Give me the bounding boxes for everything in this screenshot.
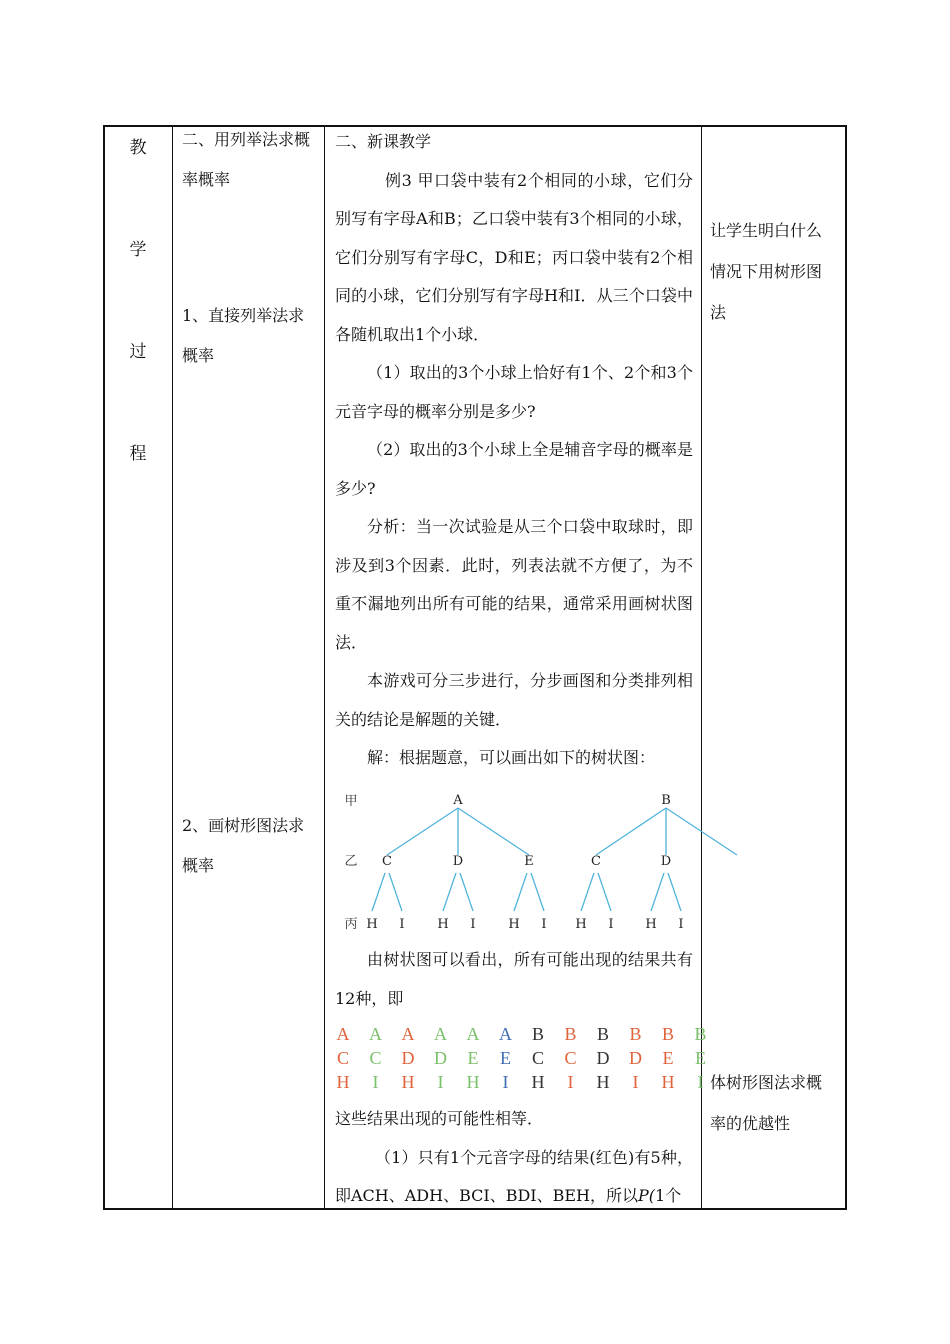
tree-leaf: I <box>608 917 614 932</box>
outcome-letter: C <box>336 1048 349 1068</box>
outcome-letter: C <box>531 1048 544 1068</box>
tree-leaf: H <box>645 917 657 932</box>
tree-leaf: I <box>541 917 547 932</box>
tree-leaf: H <box>575 917 587 932</box>
outcome-letter: H <box>401 1072 415 1092</box>
method-2 <box>174 806 324 886</box>
teaching-column-cont <box>325 941 701 1018</box>
outcome-letter: C <box>564 1048 577 1068</box>
tree-branch <box>598 873 611 911</box>
outcome-letter: H <box>661 1072 675 1092</box>
section-title: 率概率 <box>182 170 231 189</box>
strategy-text: 本游戏可分三步进行，分步画图和分类排列相关的结论是解题的关键． <box>335 671 693 729</box>
outcome-letter: H <box>596 1072 610 1092</box>
section-title: 二、用列举法求概 <box>182 130 311 149</box>
note-line: 法 <box>710 303 727 322</box>
outcome-letter: I <box>372 1072 379 1092</box>
outcome-letter: I <box>567 1072 574 1092</box>
tree-branch <box>372 873 385 911</box>
tree-node: D <box>660 854 672 869</box>
content-column <box>174 120 324 200</box>
outcome-letter: E <box>467 1048 479 1068</box>
tree-branch <box>668 873 681 911</box>
stage-char: 教 <box>129 138 147 158</box>
outcome-letter: D <box>434 1048 447 1068</box>
outcome-letter: B <box>629 1024 642 1044</box>
method-title: 1、直接列举法求 <box>182 306 305 325</box>
teaching-column-end <box>325 1100 701 1216</box>
heading: 二、新课教学 <box>335 132 432 151</box>
outcome-letter: H <box>336 1072 350 1092</box>
tree-leaf: H <box>366 917 378 932</box>
note-2 <box>702 1062 846 1144</box>
outcome-letter: I <box>632 1072 639 1092</box>
tree-diagram <box>333 783 701 933</box>
tree-level-label: 丙 <box>344 917 358 932</box>
tree-node: C <box>591 854 601 869</box>
solution-intro: 解：根据题意，可以画出如下的树状图： <box>367 748 656 767</box>
tree-node: B <box>661 793 671 808</box>
tree-node: E <box>524 854 534 869</box>
outcome-letter: A <box>499 1024 512 1044</box>
tree-branch <box>514 873 527 911</box>
outcome-letter: C <box>369 1048 382 1068</box>
outcome-letter: A <box>336 1024 350 1044</box>
tree-leaf: I <box>678 917 684 932</box>
tree-svg <box>333 783 701 933</box>
outcome-letter: E <box>500 1048 511 1068</box>
equal-likelihood-text: 这些结果出现的可能性相等． <box>335 1109 544 1128</box>
answer-1-text: （1）只有1个元音字母的结果(红色)有5种，即ACH、ADH、BCI、BDI、BEH，所以 <box>335 1147 693 1205</box>
tree-branch <box>443 873 456 911</box>
method-title: 概率 <box>182 346 215 365</box>
outcome-letter: I <box>437 1072 444 1092</box>
column-divider <box>172 125 173 1210</box>
tree-leaf: H <box>508 917 520 932</box>
outcome-letter: A <box>369 1024 382 1044</box>
note-1 <box>702 210 846 333</box>
question-1: （1）取出的3个小球上恰好有1个、2个和3个元音字母的概率分别是多少? <box>335 363 693 421</box>
tree-branch <box>458 808 529 855</box>
analysis-text: 分析：当一次试验是从三个口袋中取球时，即涉及到3个因素．此时，列表法就不方便了，为不重不漏地列出所有可能的结果，通常采用画树状图法． <box>335 517 693 652</box>
method-title: 2、画树形图法求 <box>182 816 305 835</box>
tree-branch <box>531 873 544 911</box>
outcome-grid <box>333 1024 707 1096</box>
outcome-letter: E <box>695 1048 706 1068</box>
outcome-letter: D <box>629 1048 642 1068</box>
answer-1 <box>325 1139 701 1216</box>
tree-branch <box>389 873 402 911</box>
outcome-letter: B <box>694 1024 707 1044</box>
tree-leaf: H <box>437 917 449 932</box>
stage-char: 过 <box>129 342 147 362</box>
tree-node: D <box>452 854 464 869</box>
tree-level-label: 乙 <box>344 854 358 869</box>
result-text: 由树状图可以看出，所有可能出现的结果共有12种，即 <box>335 950 693 1008</box>
outcome-letter: B <box>661 1024 674 1044</box>
tree-leaf: I <box>470 917 476 932</box>
stage-char: 学 <box>129 240 147 260</box>
outcome-letter: D <box>401 1048 415 1068</box>
note-line: 情况下用树形图 <box>710 262 823 281</box>
tree-branch <box>460 873 473 911</box>
probability-symbol: P( <box>638 1186 656 1205</box>
outcome-letter: B <box>596 1024 609 1044</box>
note-line: 体树形图法求概 <box>710 1073 823 1092</box>
stage-char: 程 <box>129 444 147 464</box>
tree-branch <box>596 808 666 855</box>
outcome-letter: B <box>531 1024 544 1044</box>
outcome-letter: A <box>434 1024 447 1044</box>
outcome-letter: A <box>466 1024 480 1044</box>
outcome-letter: H <box>531 1072 545 1092</box>
outcome-letter: I <box>697 1072 704 1092</box>
tree-level-label: 甲 <box>344 794 358 809</box>
outcome-letter: D <box>596 1048 610 1068</box>
tree-node: C <box>382 854 392 869</box>
note-line: 率的优越性 <box>710 1114 791 1133</box>
tree-node: A <box>453 793 463 808</box>
note-line: 让学生明白什么 <box>710 221 823 240</box>
tree-branch <box>581 873 594 911</box>
question-2: （2）取出的3个小球上全是辅音字母的概率是多少? <box>335 440 693 498</box>
tree-branch <box>387 808 458 855</box>
outcome-letter: B <box>564 1024 577 1044</box>
example-text: 例3 甲口袋中装有2个相同的小球，它们分别写有字母A和B；乙口袋中装有3个相同的小球，它们分别写有字母C，D和E；丙口袋中装有2个相同的小球，它们分别写有字母H和I．从三个口袋中各随机取出1个小球． <box>335 170 693 344</box>
teaching-column <box>325 123 701 778</box>
tree-leaf: I <box>399 917 405 932</box>
outcome-letter: E <box>662 1048 674 1068</box>
method-title: 概率 <box>182 856 215 875</box>
outcome-letter: H <box>466 1072 480 1092</box>
outcome-letter: I <box>502 1072 509 1092</box>
method-1 <box>174 296 324 376</box>
tree-branch <box>651 873 664 911</box>
answer-1-tail: 1个 <box>655 1186 682 1205</box>
outcome-letter: A <box>401 1024 415 1044</box>
